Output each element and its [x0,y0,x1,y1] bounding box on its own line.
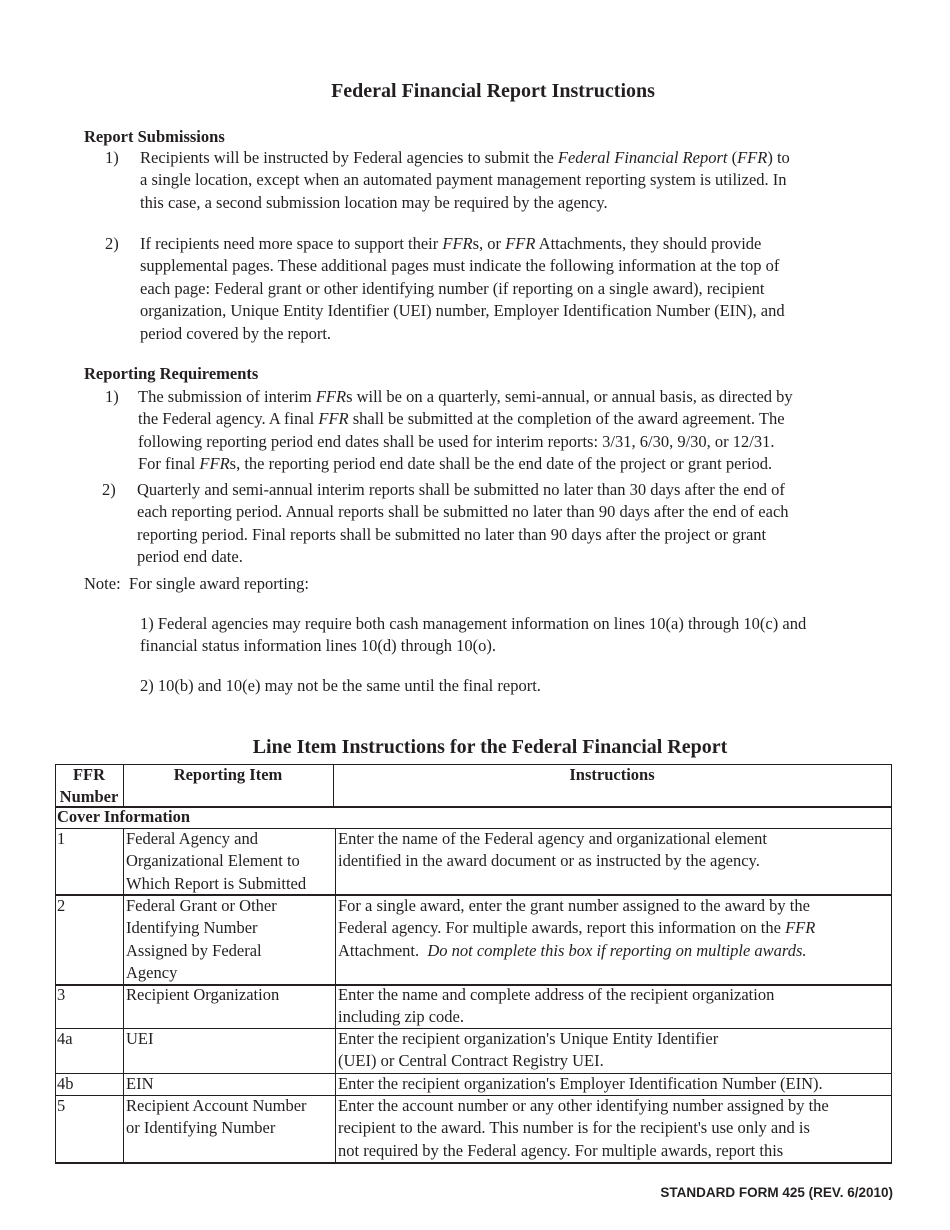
row-instr-line: Enter the recipient organization's Unique Entity Identifier [338,1029,719,1048]
row-item [126,895,277,985]
page-title: Federal Financial Report Instructions [331,80,655,102]
col-header-text: Number [59,787,119,807]
submission-item-2-line: supplemental pages. These additional pages must indicate the following information at the top of [140,256,780,276]
table-rule [55,1162,892,1164]
note-item-1-line: financial status information lines 10(d) through 10(o). [140,636,497,656]
row-item-line: Federal Grant or Other [126,896,277,915]
row-number: 2 [57,896,66,915]
submission-item-1-line: a single location, except when an automated payment management reporting system is utilized. In [140,170,787,190]
row-instr-line: not required by the Federal agency. For multiple awards, report this [338,1140,784,1160]
item-number: 1) [105,387,119,406]
requirement-item-2-line: each reporting period. Annual reports shall be submitted no later than 90 days after the end of each [137,502,789,522]
item-number: 1) [105,148,119,167]
col-header-reporting-item: Reporting Item [173,765,283,784]
row-instructions [338,895,815,962]
table-rule [55,764,56,1164]
row-instructions [338,1095,829,1162]
table-title: Line Item Instructions for the Federal Financial Report [252,736,728,758]
item-number: 2) [105,234,119,253]
requirement-item-1-line: following reporting period end dates shall be used for interim reports: 3/31, 6/30, 9/30, or 12/31. [138,431,775,451]
submission-item-1-line: this case, a second submission location may be required by the agency. [140,192,608,212]
form-footer: STANDARD FORM 425 (REV. 6/2010) [660,1185,893,1200]
requirement-item-2-line: Quarterly and semi-annual interim reports shall be submitted no later than 30 days after the end of [137,480,785,499]
row-instr-line: recipient to the award. This number is for the recipient's use only and is [338,1118,810,1138]
submission-item-2-line: each page: Federal grant or other identifying number (if reporting on a single award), recipient [140,278,765,298]
submission-item-1-line: Recipients will be instructed by Federal agencies to submit the Federal Financial Report (FFR) to [140,148,790,167]
row-instructions [338,828,767,873]
table-rule [123,828,124,1164]
row-number: 3 [57,985,66,1004]
row-instr-line: Enter the name of the Federal agency and organizational element [338,829,767,848]
row-item: UEI [126,1029,154,1048]
table-rule [335,828,336,1164]
row-instr-line: identified in the award document or as instructed by the agency. [338,851,760,871]
row-instructions [338,1028,718,1073]
note-label: Note: For single award reporting: [84,574,309,593]
row-item-line: or Identifying Number [126,1118,276,1138]
row-number: 4a [57,1029,73,1048]
row-instr-line: including zip code. [338,1007,465,1027]
row-item-line: Assigned by Federal [126,940,262,960]
row-instr-line: Enter the name and complete address of the recipient organization [338,985,775,1004]
table-rule [891,764,892,1164]
note-item-1-line: 1) Federal agencies may require both cash management information on lines 10(a) through 10(c) and [140,614,807,633]
row-number: 5 [57,1096,66,1115]
row-instr-line: For a single award, enter the grant number assigned to the award by the [338,896,810,915]
col-header-instructions: Instructions [569,765,655,784]
item-number: 2) [102,480,116,499]
row-instr-line: Attachment. Do not complete this box if reporting on multiple awards. [338,940,807,960]
submission-item-2-line: period covered by the report. [140,323,332,343]
note-item-2: 2) 10(b) and 10(e) may not be the same until the final report. [140,676,541,695]
requirement-item-1-line: For final FFRs, the reporting period end date shall be the end date of the project or grant period. [138,454,773,474]
row-instr-line: Enter the account number or any other identifying number assigned by the [338,1096,829,1115]
row-item-line: Which Report is Submitted [126,873,307,893]
row-item-line: Identifying Number [126,918,258,938]
reporting-requirements-heading: Reporting Requirements [84,364,259,383]
row-instructions: Enter the recipient organization's Employer Identification Number (EIN). [338,1074,823,1093]
submission-item-2-line: organization, Unique Entity Identifier (UEI) number, Employer Identification Number (EIN), and [140,301,785,321]
requirement-item-1-line: the Federal agency. A final FFR shall be submitted at the completion of the award agreement. The [138,409,785,429]
row-item-line: Federal Agency and [126,829,258,848]
row-item-line: Organizational Element to [126,851,300,871]
row-instr-line: Federal agency. For multiple awards, report this information on the FFR [338,918,816,938]
row-number: 1 [57,829,66,848]
row-instr-line: (UEI) or Central Contract Registry UEI. [338,1051,604,1071]
submission-item-2-line: If recipients need more space to support their FFRs, or FFR Attachments, they should provide [140,234,762,253]
requirement-item-1-line: The submission of interim FFRs will be on a quarterly, semi-annual, or annual basis, as directed by [138,387,793,406]
report-submissions-heading: Report Submissions [84,127,225,146]
col-header-ffr-number [55,764,123,809]
row-item: EIN [126,1074,154,1093]
row-number: 4b [57,1074,74,1093]
requirement-item-2-line: period end date. [137,547,243,567]
row-item-line: Recipient Account Number [126,1096,307,1115]
row-instructions [338,984,774,1029]
note-item-1 [140,613,940,658]
row-item [126,1095,307,1140]
section-cover-information: Cover Information [57,807,191,826]
row-item-line: Agency [126,963,178,983]
row-item [126,828,306,895]
row-item: Recipient Organization [126,985,280,1004]
col-header-text: FFR [72,765,106,784]
requirement-item-2-line: reporting period. Final reports shall be submitted no later than 90 days after the project or grant [137,524,767,544]
